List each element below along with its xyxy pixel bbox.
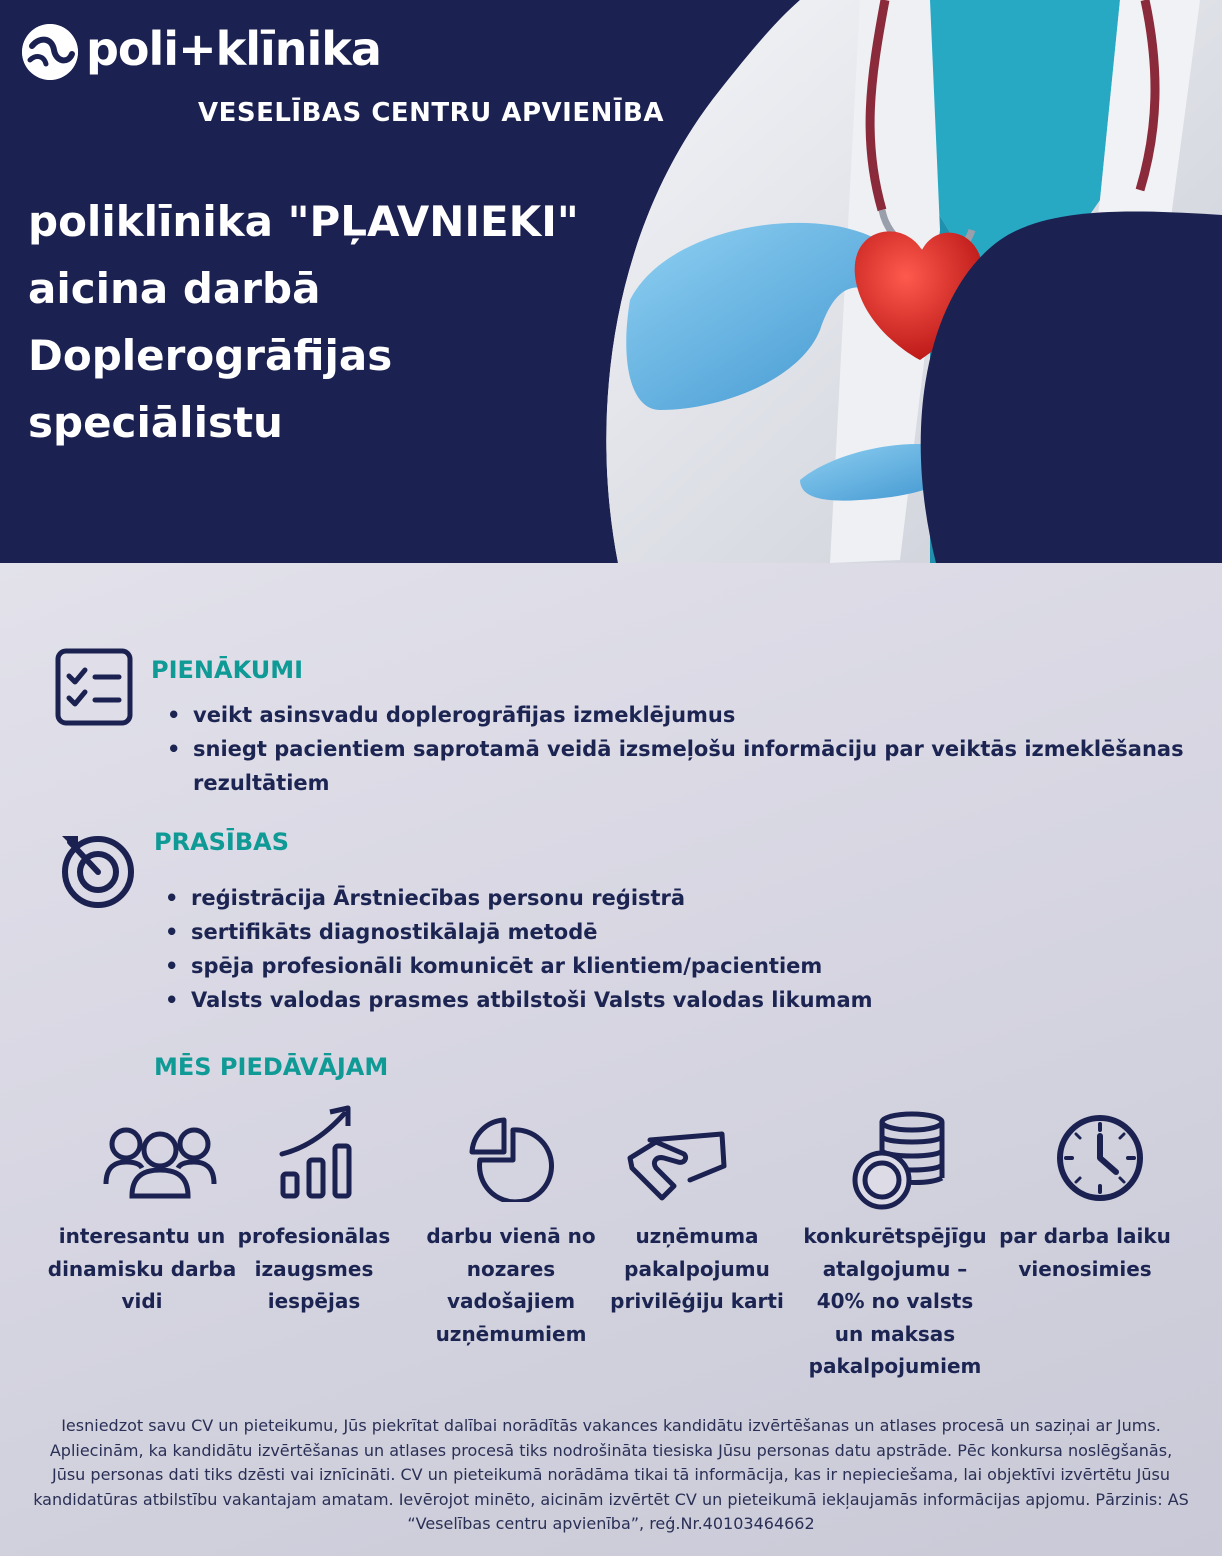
privacy-notice xyxy=(14,1414,1208,1537)
offer-line: vadošajiem xyxy=(446,1289,576,1313)
list-item: • sniegt pacientiem saprotamā veidā izsmeļošu informāciju par veiktās izmeklēšanas xyxy=(167,732,1197,766)
doctor-holding-heart-photo xyxy=(600,0,1222,563)
logo-mark-icon xyxy=(22,24,78,80)
target-icon xyxy=(58,830,138,910)
list-item-continuation: rezultātiem xyxy=(193,771,330,795)
headline-line: poliklīnika "PĻAVNIEKI" xyxy=(28,197,579,246)
growth-chart-icon xyxy=(278,1104,356,1200)
list-item: • veikt asinsvadu doplerogrāfijas izmeklējumus xyxy=(167,698,1197,732)
offer-line: pakalpojumiem xyxy=(808,1354,982,1378)
list-item: • spēja profesionāli komunicēt ar klientiem/pacientiem xyxy=(165,949,1165,983)
offer-line: dinamisku darba xyxy=(47,1256,237,1281)
offer-item-salary xyxy=(798,1220,992,1383)
footer-line: Jūsu personas dati tiks dzēsti vai iznīcināti. CV un pieteikumā norādāma tikai tā informācija, kas ir nepieciešama, lai objektīvi izvērtētu Jūsu xyxy=(51,1465,1171,1484)
requirements-title: PRASĪBAS xyxy=(154,828,290,856)
offer-line: uzņēmuma xyxy=(635,1224,759,1248)
requirements-list xyxy=(165,881,1165,1017)
offer-line: vienosimies xyxy=(1018,1256,1152,1281)
duties-title: PIENĀKUMI xyxy=(151,656,304,684)
duties-list xyxy=(167,698,1197,800)
offer-line: un maksas xyxy=(834,1321,956,1346)
people-group-icon xyxy=(102,1124,218,1200)
offer-line: darbu vienā no xyxy=(426,1224,596,1248)
logo-text: poli+klīnika xyxy=(86,22,381,76)
logo-subtitle: VESELĪBAS CENTRU APVIENĪBA xyxy=(198,98,664,128)
offer-title: MĒS PIEDĀVĀJAM xyxy=(154,1053,389,1081)
offer-line: interesantu un xyxy=(58,1224,226,1248)
footer-line: Apliecinām, ka kandidātu izvērtēšanas un atlases procesā tiks nodrošināta tiesiska Jūsu personas datu apstrāde. Pēc konkursa noslēgšanās, xyxy=(49,1440,1173,1460)
footer-line: Iesniedzot savu CV un pieteikumu, Jūs piekrītat dalībai norādītās vakances kandidātu izvērtēšanas un atlases procesā un saziņai ar Jums. xyxy=(61,1416,1161,1435)
checklist-icon xyxy=(55,648,133,726)
pie-chart-icon xyxy=(468,1116,554,1202)
clock-icon xyxy=(1056,1114,1144,1202)
list-item: • reģistrācija Ārstniecības personu reģistrā xyxy=(165,881,1165,915)
footer-line: kandidatūras atbilstību vakantajam amatam. Ievērojot minēto, aicinām izvērtēt CV un pieteikumā iekļaujamās informācijas apjomu. Pārzinis: AS xyxy=(33,1489,1189,1509)
list-item: • sertifikāts diagnostikālajā metodē xyxy=(165,915,1165,949)
offer-line: par darba laiku xyxy=(999,1224,1171,1248)
offer-line: privilēģiju karti xyxy=(610,1289,784,1313)
offer-line: izaugsmes xyxy=(254,1256,374,1281)
offer-item-leading-company xyxy=(420,1220,602,1350)
footer-line: “Veselības centru apvienība”, reģ.Nr.40103464662 xyxy=(407,1514,815,1533)
offer-line: profesionālas xyxy=(237,1224,391,1248)
headline-line: Doplerogrāfijas xyxy=(28,331,393,380)
offer-item-work-hours xyxy=(994,1220,1176,1285)
offer-line: iespējas xyxy=(267,1289,361,1313)
page-title xyxy=(28,188,608,456)
coins-stack-icon xyxy=(850,1110,948,1212)
headline-line: aicina darbā xyxy=(28,264,321,313)
offer-item-environment xyxy=(42,1220,242,1318)
offer-line: konkurētspējīgu xyxy=(803,1224,987,1248)
offer-line: uzņēmumiem xyxy=(435,1321,587,1346)
offer-line: atalgojumu – xyxy=(822,1256,968,1281)
handshake-card-icon xyxy=(626,1128,730,1204)
headline-line: speciālistu xyxy=(28,398,283,447)
list-item: • Valsts valodas prasmes atbilstoši Valsts valodas likumam xyxy=(165,983,1165,1017)
offer-line: nozares xyxy=(466,1256,556,1281)
offer-line: vidi xyxy=(121,1289,163,1313)
offer-line: pakalpojumu xyxy=(624,1256,770,1281)
offer-line: 40% no valsts xyxy=(816,1289,974,1313)
offer-item-growth xyxy=(230,1220,398,1318)
header-banner xyxy=(0,0,1222,563)
offer-item-privilege-card xyxy=(604,1220,790,1318)
